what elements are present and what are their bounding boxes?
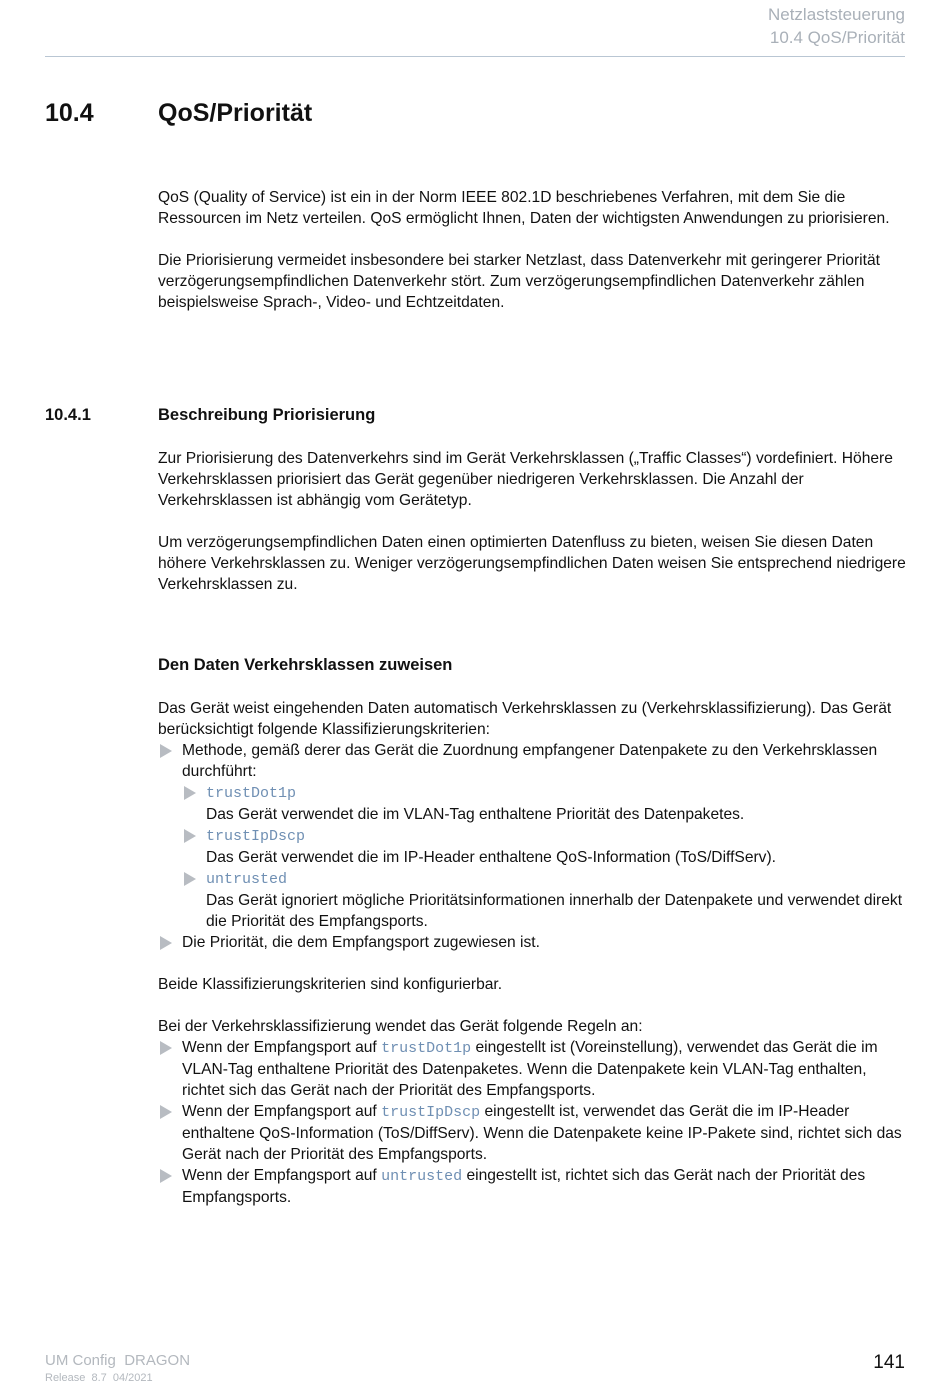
criterion-text: Die Priorität, die dem Empfangsport zugewiesen ist.: [182, 934, 540, 951]
bullet-triangle-icon: [160, 1041, 172, 1055]
bullet-triangle-icon: [160, 936, 172, 950]
rule-pre: Wenn der Empfangsport auf: [182, 1103, 382, 1120]
section-number: 10.4: [45, 99, 94, 127]
paragraph: Zur Priorisierung des Datenverkehrs sind im Gerät Verkehrsklassen („Traffic Classes“) vordefiniert. Höhere Verkehrsklassen priorisiert das Gerät gegenüber niedrigeren Verkehrsklassen. Die Anzahl der Verkehrsklassen ist abhängig vom Gerätetyp.: [158, 450, 893, 509]
method-code: untrusted: [206, 871, 288, 888]
rule-code: trustIpDscp: [381, 1104, 481, 1121]
assign-body: [158, 698, 908, 1208]
paragraph: Um verzögerungsempfindlichen Daten einen optimierten Datenfluss zu bieten, weisen Sie diesen Daten höhere Verkehrsklassen zu. Weniger verzögerungsempfindlichen Daten weisen Sie entsprechend niedrigere Verkehrsklassen zu.: [158, 534, 906, 593]
rule-code: trustDot1p: [381, 1040, 472, 1057]
footer-title: UM Config DRAGON: [45, 1352, 191, 1369]
configurable-note: Beide Klassifizierungskriterien sind konfigurierbar.: [158, 976, 503, 993]
sub-list-item: [182, 825, 908, 847]
header-rule: [45, 56, 905, 57]
rule-post: eingestellt ist, verwendet das Gerät die im IP-Header enthaltene QoS-Information (ToS/DiffServ). Wenn die Datenpakete keine IP-Pakete sind, richtet sich das Gerät nach der Priorität des Empfangsports.: [182, 1103, 902, 1163]
rule-item: [158, 1101, 908, 1165]
subsection-body: [158, 448, 908, 595]
rule-pre: Wenn der Empfangsport auf: [182, 1039, 382, 1056]
sub-list-item: [182, 868, 908, 890]
method-code: trustIpDscp: [206, 828, 306, 845]
bullet-triangle-icon: [160, 1105, 172, 1119]
sub-list-item: [182, 782, 908, 804]
bullet-triangle-icon: [184, 872, 196, 886]
rule-pre: Wenn der Empfangsport auf: [182, 1167, 382, 1184]
assign-title: Den Daten Verkehrsklassen zuweisen: [158, 656, 453, 674]
subsection-number: 10.4.1: [45, 406, 91, 424]
rule-post: eingestellt ist (Voreinstellung), verwendet das Gerät die im VLAN-Tag enthaltene Priorität des Datenpaketes. Wenn die Datenpakete kein VLAN-Tag enthalten, richtet sich das Gerät nach der Priorität des Empfangsports.: [182, 1039, 878, 1099]
rule-item: [158, 1037, 908, 1101]
method-desc: Das Gerät verwendet die im VLAN-Tag enthaltene Priorität des Datenpaketes.: [206, 806, 745, 823]
subsection-title: Beschreibung Priorisierung: [158, 406, 376, 424]
bullet-triangle-icon: [160, 744, 172, 758]
method-desc: Das Gerät verwendet die im IP-Header enthaltene QoS-Information (ToS/DiffServ).: [206, 849, 777, 866]
section-title: QoS/Priorität: [158, 99, 313, 127]
rule-item: [158, 1165, 908, 1208]
list-item: [158, 740, 908, 782]
bullet-triangle-icon: [184, 786, 196, 800]
running-header-section: 10.4 QoS/Priorität: [769, 28, 905, 47]
list-item: [158, 932, 908, 953]
bullet-triangle-icon: [184, 829, 196, 843]
paragraph: QoS (Quality of Service) ist ein in der Norm IEEE 802.1D beschriebenes Verfahren, mit dem Sie die Ressourcen im Netz verteilen. QoS ermöglicht Ihnen, Daten der wichtigsten Anwendungen zu priorisieren.: [158, 189, 890, 227]
method-code: trustDot1p: [206, 785, 297, 802]
method-desc: Das Gerät ignoriert mögliche Prioritätsinformationen innerhalb der Datenpakete und verwendet direkt die Priorität des Empfangsports.: [206, 892, 903, 930]
bullet-triangle-icon: [160, 1169, 172, 1183]
paragraph: Die Priorisierung vermeidet insbesondere bei starker Netzlast, dass Datenverkehr mit geringerer Priorität verzögerungsempfindlichen Datenverkehr stört. Zum verzögerungsempfindlichen Datenverkehr zählen beispielsweise Sprach-, Video- und Echtzeitdaten.: [158, 252, 880, 311]
page-number: 141: [873, 1352, 905, 1373]
rules-intro: Bei der Verkehrsklassifizierung wendet das Gerät folgende Regeln an:: [158, 1018, 643, 1035]
rule-post: eingestellt ist, richtet sich das Gerät nach der Priorität des Empfangsports.: [182, 1167, 866, 1206]
rule-code: untrusted: [381, 1168, 463, 1185]
footer-release: Release 8.7 04/2021: [45, 1372, 153, 1384]
assign-intro: Das Gerät weist eingehenden Daten automatisch Verkehrsklassen zu (Verkehrsklassifizierung). Das Gerät berücksichtigt folgende Klassifizierungskriterien:: [158, 700, 892, 738]
criterion-text: Methode, gemäß derer das Gerät die Zuordnung empfangener Datenpakete zu den Verkehrsklassen durchführt:: [182, 742, 878, 780]
running-header-chapter: Netzlaststeuerung: [767, 5, 905, 24]
section-body: [158, 187, 908, 313]
